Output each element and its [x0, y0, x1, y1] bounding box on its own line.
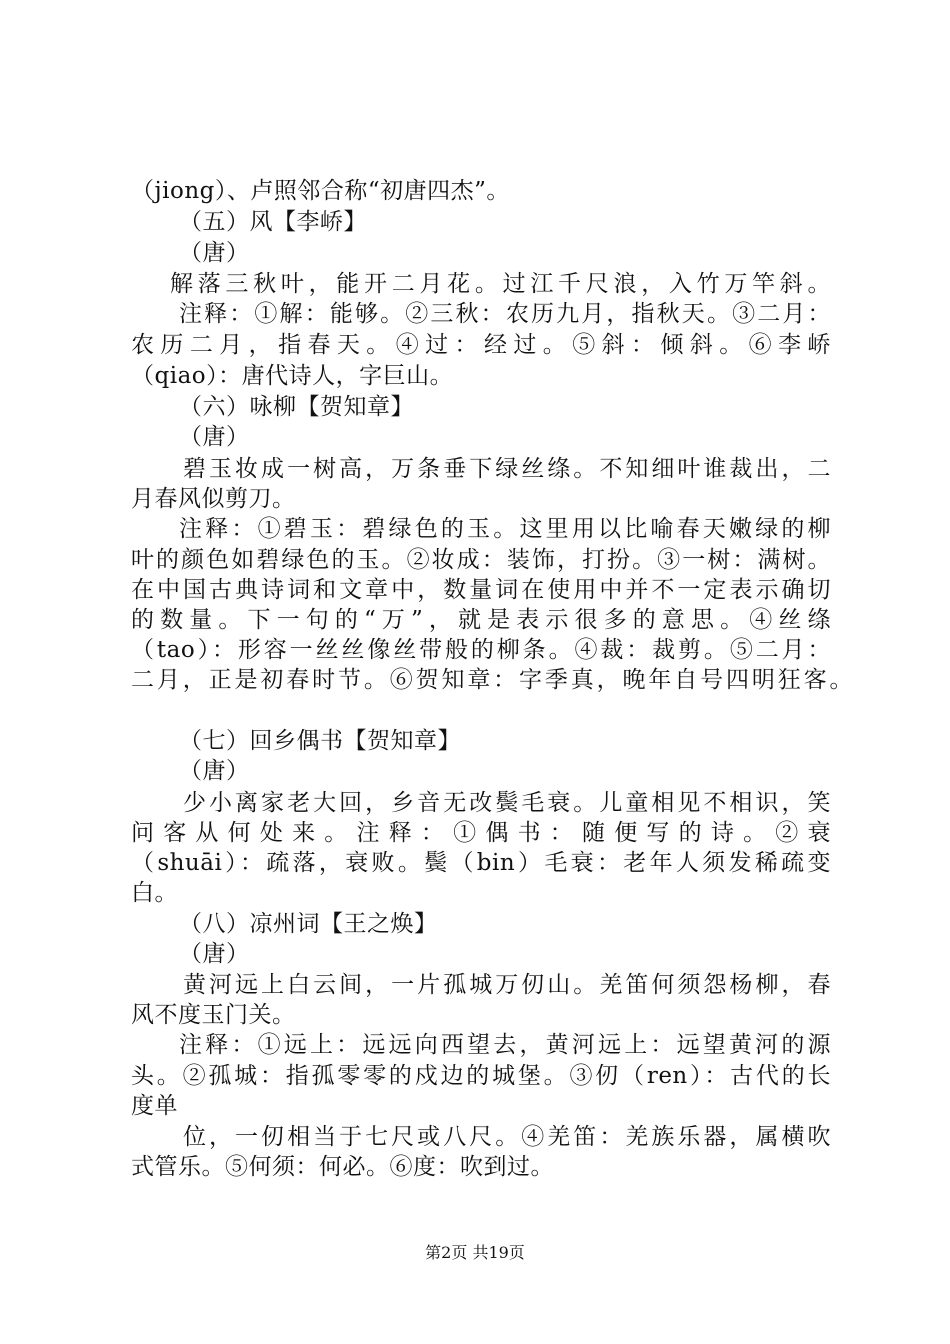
- poem-text: 解落三秋叶，能开二月花。过江千尺浪，入竹万竿斜。: [170, 271, 831, 297]
- annotation-line: 位，一仞相当于七尺或八尺。④羌笛：羌族乐器，属横吹: [183, 1124, 831, 1150]
- annotation-line: 注释：①碧玉：碧绿色的玉。这里用以比喻春天嫩绿的柳: [179, 516, 831, 542]
- poem-text: 月春风似剪刀。: [131, 486, 296, 512]
- annotation-line: 式管乐。⑤何须：何必。⑥度：吹到过。: [131, 1154, 554, 1180]
- poem-dynasty: （唐）: [179, 758, 250, 784]
- annotation-line: 白。: [131, 880, 178, 906]
- poem-heading: （八）凉州词【王之焕】: [179, 911, 438, 937]
- poem-dynasty: （唐）: [179, 424, 250, 450]
- annotation-line: 问客从何处来。注释：①偶书：随便写的诗。②衰: [131, 820, 831, 846]
- poem-text: 风不度玉门关。: [131, 1002, 296, 1028]
- poem-dynasty: （唐）: [179, 941, 250, 967]
- annotation-line: 注释：①解：能够。②三秋：农历九月，指秋天。③二月：: [179, 301, 831, 327]
- poem-text: 少小离家老大回，乡音无改鬓毛衰。儿童相见不相识，笑: [183, 790, 831, 816]
- annotation-line: 叶的颜色如碧绿色的玉。②妆成：装饰，打扮。③一树：满树。: [131, 547, 831, 573]
- annotation-line: 度单: [131, 1093, 178, 1119]
- annotation-line: 的数量。下一句的“万”，就是表示很多的意思。④丝绦: [131, 607, 831, 633]
- poem-text: 碧玉妆成一树高，万条垂下绿丝绦。不知细叶谁裁出，二: [183, 456, 831, 482]
- annotation-line: 二月，正是初春时节。⑥贺知章：字季真，晚年自号四明狂客。: [131, 667, 853, 693]
- annotation-line: （tao）：形容一丝丝像丝带般的柳条。④裁：裁剪。⑤二月：: [131, 637, 831, 663]
- poem-heading: （七）回乡偶书【贺知章】: [179, 728, 461, 754]
- annotation-line: 在中国古典诗词和文章中，数量词在使用中并不一定表示确切: [131, 577, 831, 603]
- text-line: （jiong）、卢照邻合称“初唐四杰”。: [131, 178, 510, 204]
- poem-heading: （六）咏柳【贺知章】: [179, 394, 414, 420]
- annotation-line: 头。②孤城：指孤零零的戍边的城堡。③仞（ren）：古代的长: [131, 1063, 831, 1089]
- annotation-line: （shuāi）：疏落，衰败。鬓（bin）毛衰：老年人须发稀疏变: [131, 850, 831, 876]
- page-number: 第2页 共19页: [425, 1243, 525, 1262]
- annotation-line: （qiao）：唐代诗人，字巨山。: [131, 363, 454, 389]
- poem-dynasty: （唐）: [179, 240, 250, 266]
- poem-text: 黄河远上白云间，一片孤城万仞山。羌笛何须怨杨柳，春: [183, 972, 831, 998]
- annotation-line: 注释：①远上：远远向西望去，黄河远上：远望黄河的源: [179, 1032, 831, 1058]
- poem-heading: （五）风【李峤】: [179, 209, 367, 235]
- annotation-line: 农历二月，指春天。④过：经过。⑤斜：倾斜。⑥李峤: [131, 332, 831, 358]
